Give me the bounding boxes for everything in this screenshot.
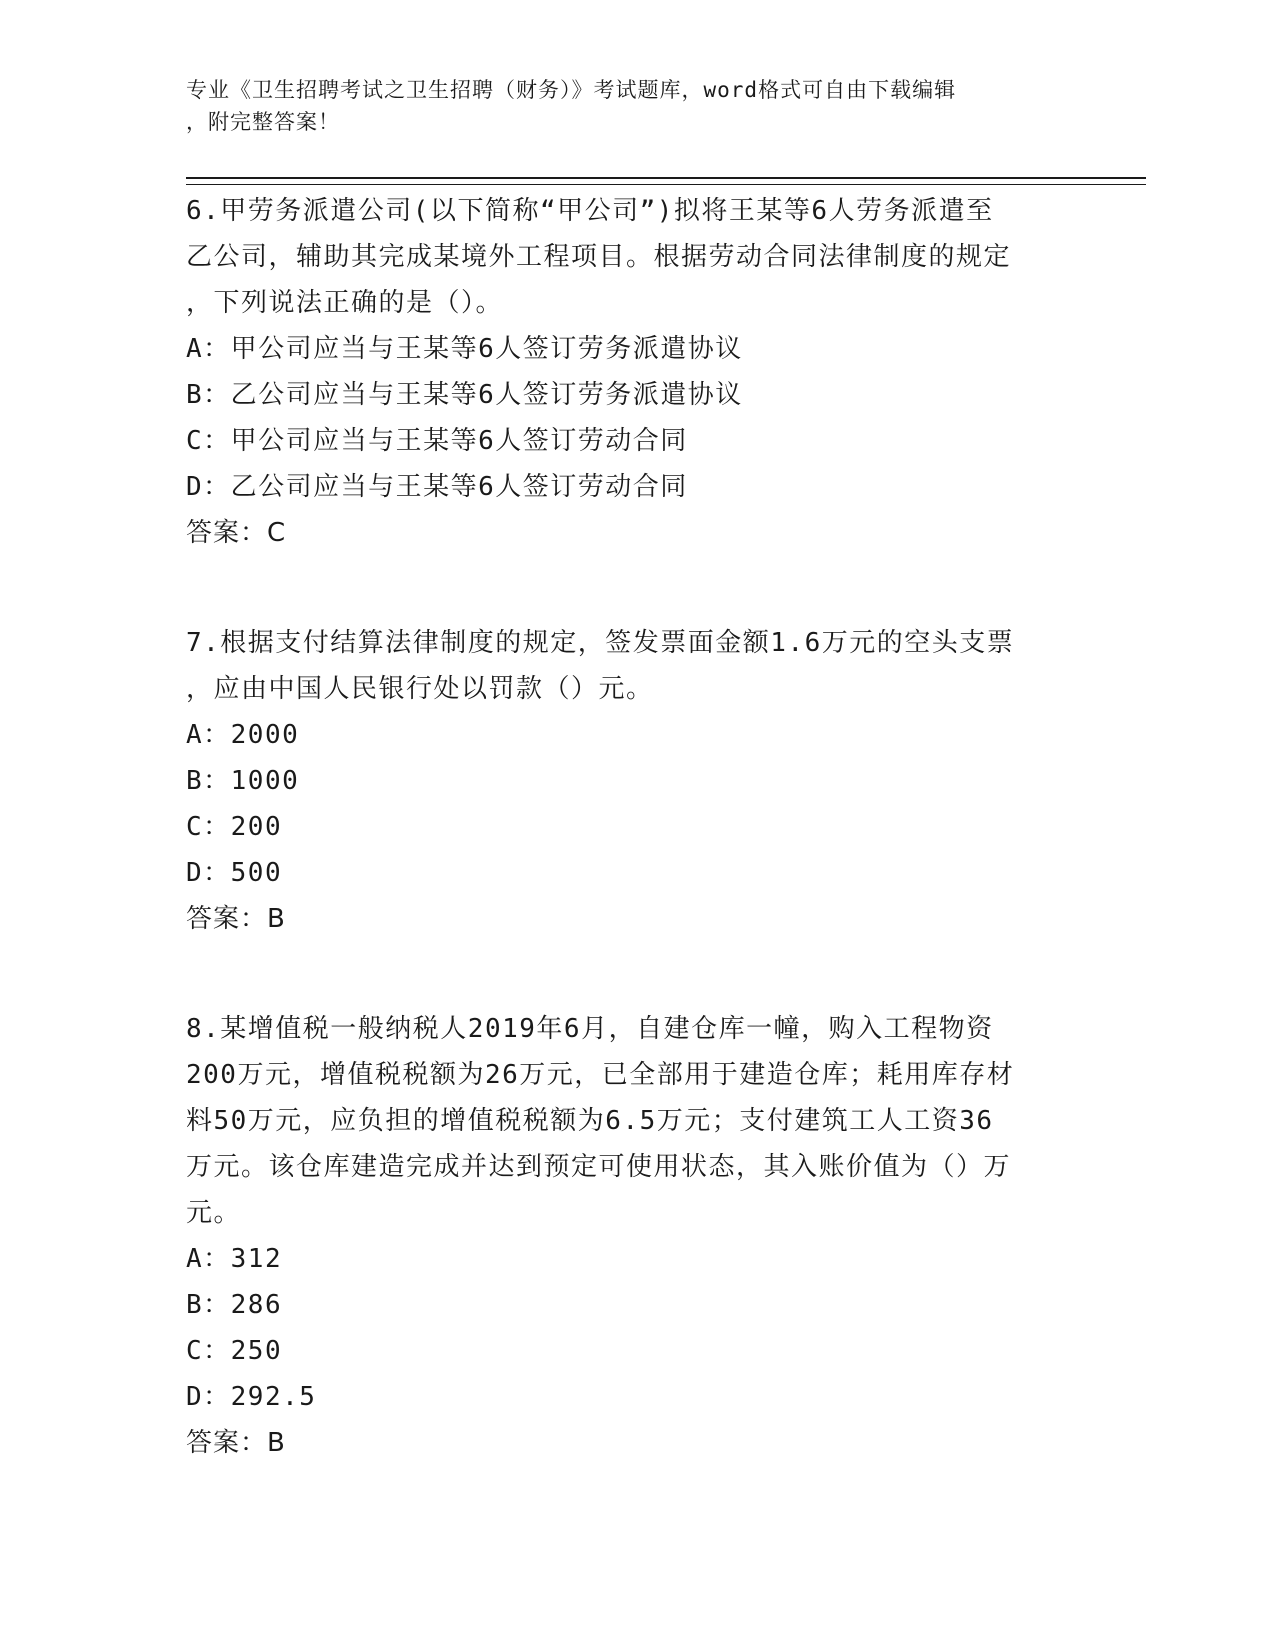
header-line: 专业《卫生招聘考试之卫生招聘（财务）》考试题库，word格式可自由下载编辑	[186, 78, 957, 102]
question-stem-line: 200万元，增值税税额为26万元，已全部用于建造仓库；耗用库存材	[186, 1060, 1015, 1090]
question-stem-line: 乙公司，辅助其完成某境外工程项目。根据劳动合同法律制度的规定	[186, 242, 1012, 272]
option-b: B：286	[186, 1290, 283, 1320]
option-a: A：甲公司应当与王某等6人签订劳务派遣协议	[186, 334, 743, 364]
question-stem-line: 7.根据支付结算法律制度的规定，签发票面金额1.6万元的空头支票	[186, 628, 1015, 658]
option-b: B：乙公司应当与王某等6人签订劳务派遣协议	[186, 380, 743, 410]
answer-label: 答案：B	[186, 1428, 286, 1458]
question-stem-line: 料50万元，应负担的增值税税额为6.5万元；支付建筑工人工资36	[186, 1106, 994, 1136]
question-spacer	[186, 556, 1086, 620]
question-stem-line: 元。	[186, 1198, 242, 1228]
option-c: C：甲公司应当与王某等6人签订劳动合同	[186, 426, 688, 456]
option-b: B：1000	[186, 766, 300, 796]
option-d: D：292.5	[186, 1382, 317, 1412]
option-a: A：2000	[186, 720, 300, 750]
option-d: D：乙公司应当与王某等6人签订劳动合同	[186, 472, 688, 502]
option-c: C：250	[186, 1336, 283, 1366]
header-divider	[186, 177, 1146, 179]
question-stem-line: 8.某增值税一般纳税人2019年6月，自建仓库一幢，购入工程物资	[186, 1014, 994, 1044]
option-a: A：312	[186, 1244, 283, 1274]
option-c: C：200	[186, 812, 283, 842]
question-spacer	[186, 942, 1086, 1006]
question-stem-line: ，应由中国人民银行处以罚款（）元。	[186, 674, 654, 704]
question-list	[186, 188, 1086, 1466]
question-stem-line: 6.甲劳务派遣公司(以下简称“甲公司”)拟将王某等6人劳务派遣至	[186, 196, 994, 226]
question-item	[186, 620, 1086, 942]
question-item	[186, 1006, 1086, 1466]
header-divider-thin	[186, 184, 1146, 185]
question-item	[186, 188, 1086, 556]
option-d: D：500	[186, 858, 283, 888]
document-header	[186, 74, 1066, 138]
question-stem-line: 万元。该仓库建造完成并达到预定可使用状态，其入账价值为（）万	[186, 1152, 1012, 1182]
answer-label: 答案：B	[186, 904, 286, 934]
question-stem-line: ，下列说法正确的是（）。	[186, 288, 504, 318]
header-line: ，附完整答案！	[186, 110, 340, 134]
answer-label: 答案：C	[186, 518, 287, 548]
